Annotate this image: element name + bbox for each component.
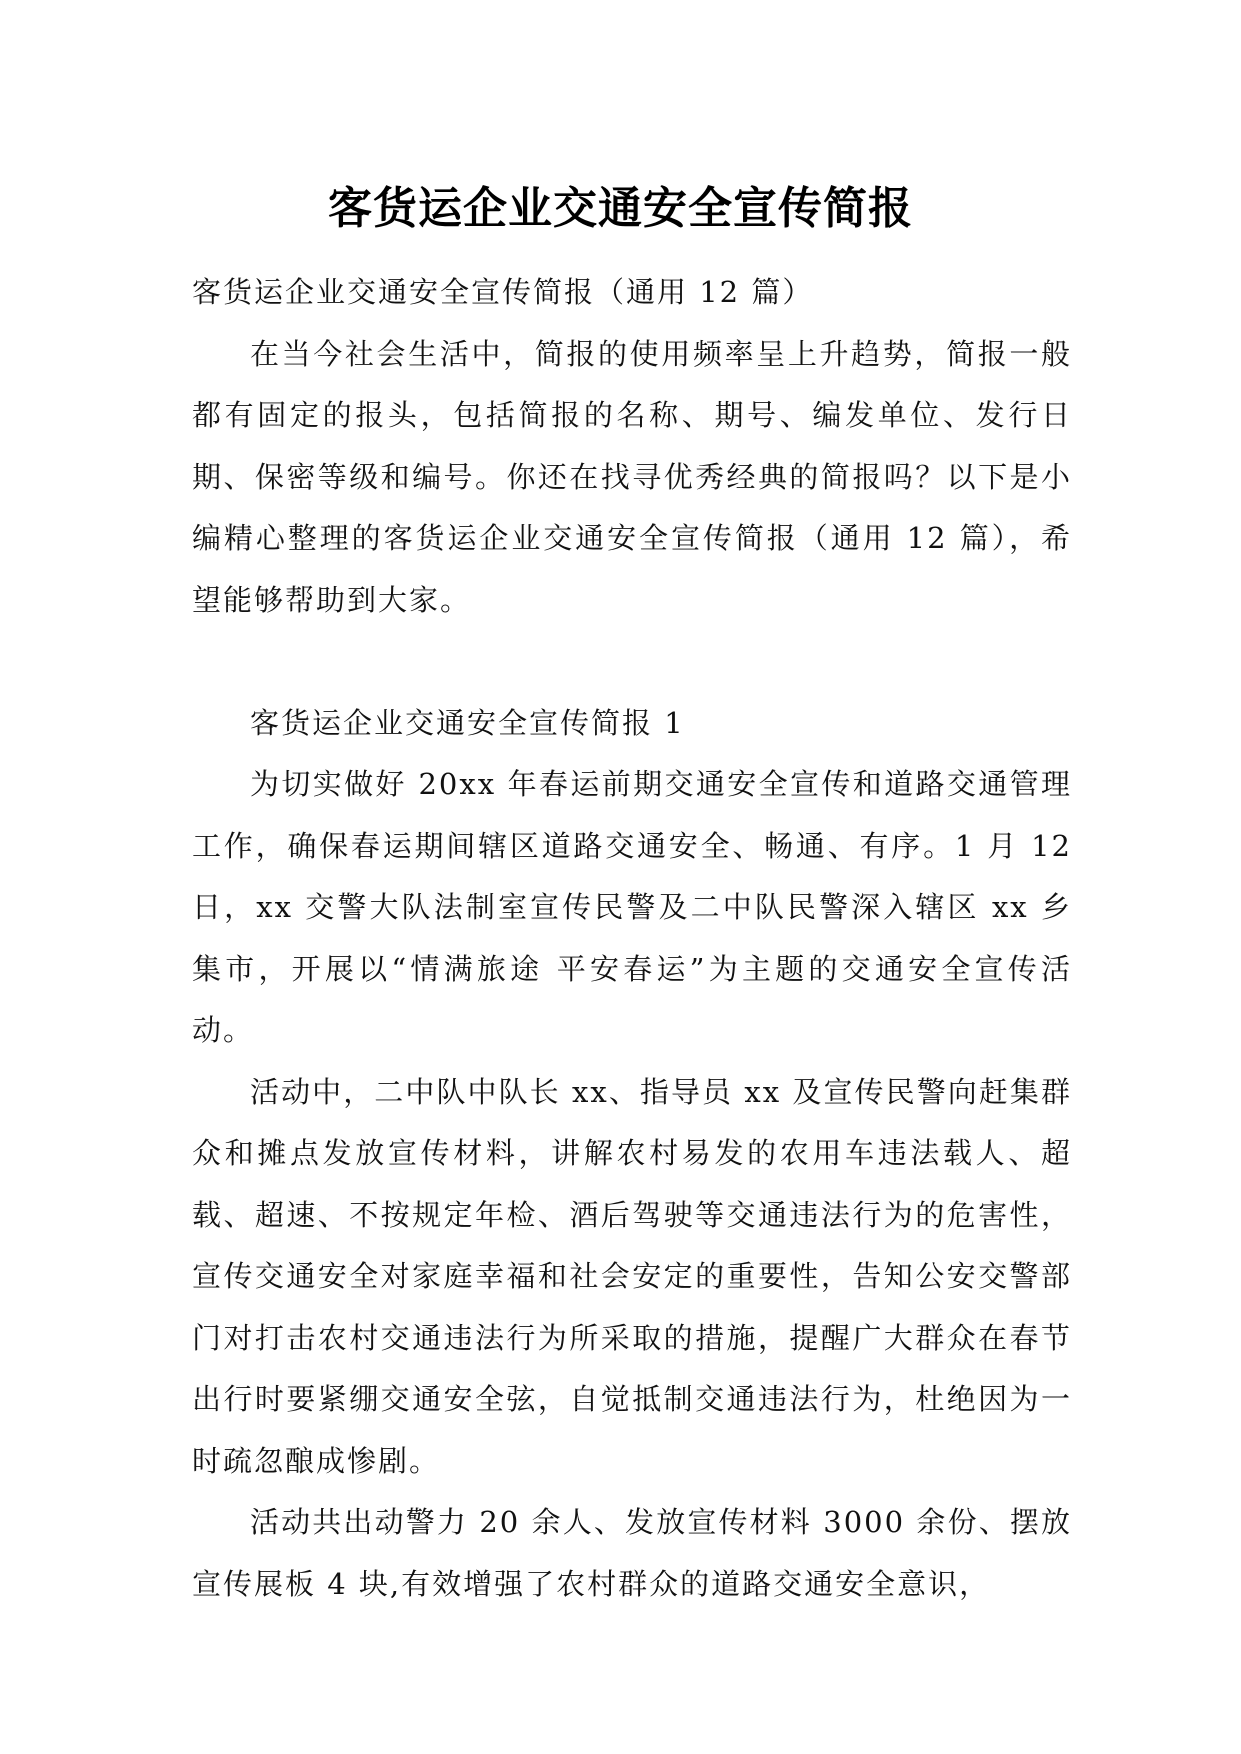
section-heading: 客货运企业交通安全宣传简报 1 <box>250 705 685 740</box>
document-body <box>192 262 1072 1615</box>
paragraph-gap <box>192 631 1072 693</box>
document-title: 客货运企业交通安全宣传简报 <box>328 183 913 235</box>
intro-paragraph: 在当今社会生活中，简报的使用频率呈上升趋势，简报一般都有固定的报头，包括简报的名称、期号、编发单位、发行日期、保密等级和编号。你还在找寻优秀经典的简报吗？以下是小编精心整理的客货运企业交通安全宣传简报（通用 12 篇），希望能够帮助到大家。 <box>192 336 1072 617</box>
document-subtitle: 客货运企业交通安全宣传简报（通用 12 篇） <box>192 275 814 309</box>
body-paragraph-2: 活动中，二中队中队长 xx、指导员 xx 及宣传民警向赶集群众和摊点发放宣传材料，讲解农村易发的农用车违法载人、超载、超速、不按规定年检、酒后驾驶等交通违法行为的危害性，宣传交通安全对家庭幸福和社会安定的重要性，告知公安交警部门对打击农村交通违法行为所采取的措施，提醒广大群众在春节出行时要紧绷交通安全弦，自觉抵制交通违法行为，杜绝因为一时疏忽酿成惨剧。 <box>192 1074 1072 1478</box>
body-paragraph-3: 活动共出动警力 20 余人、发放宣传材料 3000 余份、摆放宣传展板 4 块,有效增强了农村群众的道路交通安全意识， <box>192 1505 1072 1601</box>
body-paragraph-1: 为切实做好 20xx 年春运前期交通安全宣传和道路交通管理工作，确保春运期间辖区道路交通安全、畅通、有序。1 月 12 日，xx 交警大队法制室宣传民警及二中队民警深入辖区 xx 乡集市，开展以“情满旅途 平安春运”为主题的交通安全宣传活动。 <box>192 767 1072 1047</box>
